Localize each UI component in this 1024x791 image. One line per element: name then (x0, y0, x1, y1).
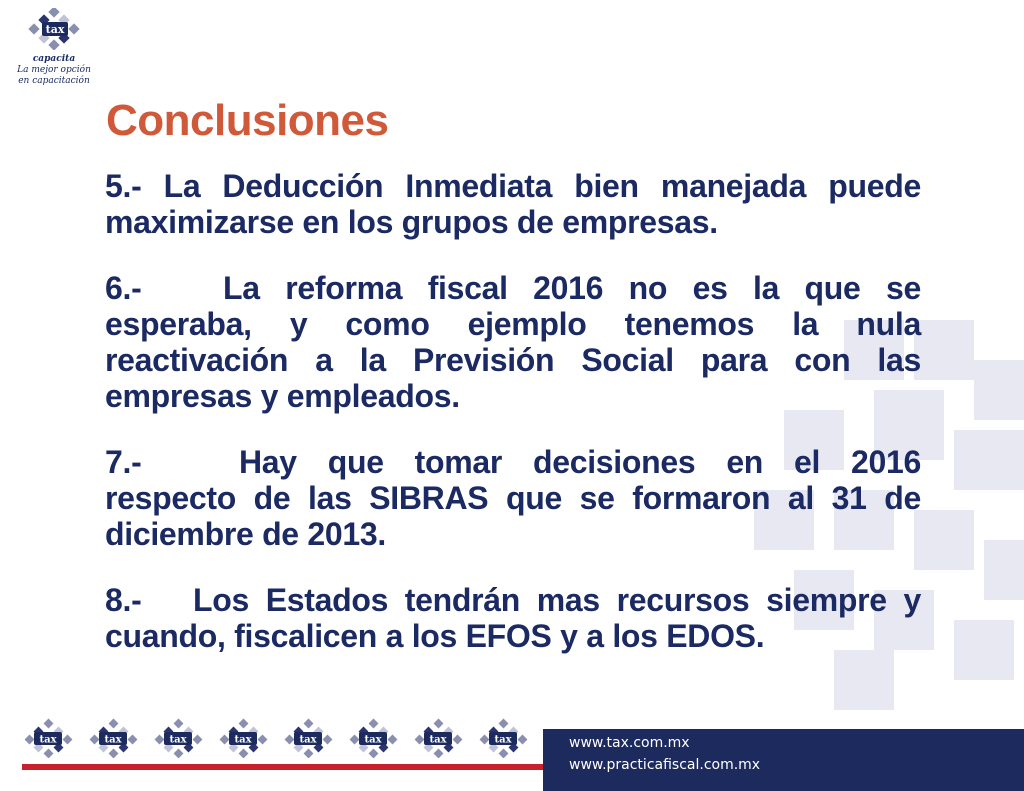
footer-mini-logo-text: tax (494, 734, 512, 746)
point-text: Los Estados tendrán mas recursos siempre y cuando, fiscalicen a los EFOS y a los EDOS. (105, 582, 921, 654)
logo-tagline (14, 54, 94, 87)
footer-link-tax[interactable]: www.tax.com.mx (569, 735, 690, 751)
footer-mini-logo-icon (217, 718, 271, 758)
footer-mini-logo-icon (477, 718, 531, 758)
footer-mini-logo-icon (22, 718, 76, 758)
slide-title: Conclusiones (106, 96, 389, 145)
footer-mini-logo-icon (412, 718, 466, 758)
footer-mini-logo-text: tax (169, 734, 187, 746)
footer-bar (543, 729, 1024, 791)
logo-line3: en capacitación (18, 76, 90, 86)
logo-line2: La mejor opción (17, 65, 91, 75)
point-8 (105, 582, 921, 654)
logo-brand-text: tax (45, 23, 65, 36)
footer-mini-logo-text: tax (429, 734, 447, 746)
logo-line1: capacita (32, 54, 76, 64)
point-number: 6.- (105, 270, 142, 306)
point-5 (105, 168, 921, 240)
footer-link-practicafiscal[interactable]: www.practicafiscal.com.mx (569, 757, 761, 773)
footer-mini-logo-text: tax (39, 734, 57, 746)
point-text: La Deducción Inmediata bien manejada puede maximizarse en los grupos de empresas. (105, 168, 921, 240)
slide-content (105, 168, 921, 684)
footer-logo-strip (22, 718, 542, 758)
point-number: 5.- (105, 168, 142, 204)
footer-mini-logo-text: tax (234, 734, 252, 746)
footer-mini-logo-icon (87, 718, 141, 758)
point-7 (105, 444, 921, 552)
footer-mini-logo-text: tax (299, 734, 317, 746)
footer-mini-logo-text: tax (104, 734, 122, 746)
footer-mini-logo-icon (152, 718, 206, 758)
footer-mini-logo-icon (282, 718, 336, 758)
point-text: La reforma fiscal 2016 no es la que se esperaba, y como ejemplo tenemos la nula reactivación a la Previsión Social para con las empresas y empleados. (105, 270, 921, 414)
company-logo (14, 8, 94, 92)
footer-red-line (22, 764, 544, 770)
point-text: Hay que tomar decisiones en el 2016 respecto de las SIBRAS que se formaron al 31 de diciembre de 2013. (105, 444, 921, 552)
footer-mini-logo-icon (347, 718, 401, 758)
footer-mini-logo-text: tax (364, 734, 382, 746)
tax-logo-icon (26, 8, 86, 50)
point-number: 8.- (105, 582, 142, 618)
point-6 (105, 270, 921, 414)
point-number: 7.- (105, 444, 142, 480)
